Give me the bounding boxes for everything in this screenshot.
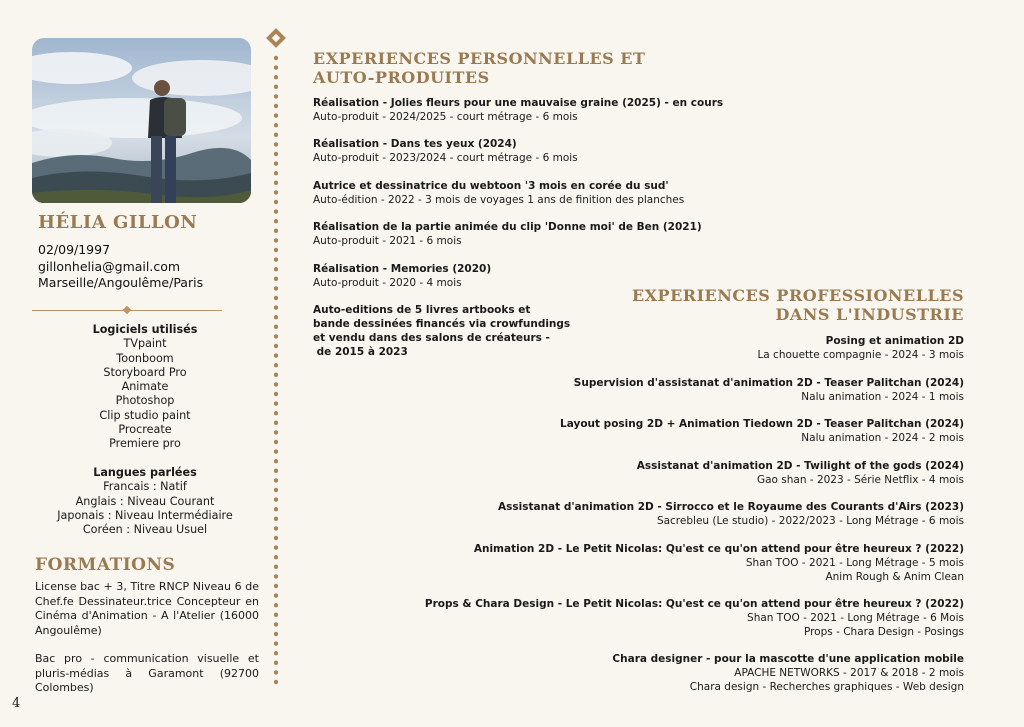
entry-detail: Nalu animation - 2024 - 1 mois — [801, 391, 964, 403]
software-item: Storyboard Pro — [103, 365, 187, 379]
entry-detail: Auto-produit - 2023/2024 - court métrage - 6 mois — [313, 152, 578, 164]
entry-detail: Nalu animation - 2024 - 2 mois — [801, 432, 964, 444]
software-item: Toonboom — [116, 351, 174, 365]
software-item: Premiere pro — [109, 437, 181, 451]
contact-info — [38, 242, 203, 292]
professional-entry — [498, 500, 964, 528]
rule-ornament — [123, 306, 131, 314]
personal-entry — [313, 220, 702, 248]
personal-entry — [313, 137, 578, 165]
entry-title: Réalisation - Jolies fleurs pour une mauvaise graine (2025) - en cours — [313, 97, 724, 109]
entry-detail: Sacrebleu (Le studio) - 2022/2023 - Long Métrage - 6 mois — [656, 515, 964, 527]
entry-title: Assistanat d'animation 2D - Sirrocco et le Royaume des Courants d'Airs (2023) — [498, 501, 964, 513]
professional-title-line: DANS L'INDUSTRIE — [775, 305, 964, 324]
professional-entry — [560, 417, 964, 445]
entry-detail: Auto-produit - 2021 - 6 mois — [313, 235, 462, 247]
personal-entry — [313, 179, 684, 207]
entry-title: Supervision d'assistanat d'animation 2D - Teaser Palitchan (2024) — [573, 377, 964, 389]
entry-detail: Chara design - Recherches graphiques - Web design — [689, 681, 964, 693]
entry-title: Posing et animation 2D — [825, 335, 964, 347]
autoedition-line: et vendu dans des salons de créateurs - — [313, 332, 550, 344]
entry-title: Animation 2D - Le Petit Nicolas: Qu'est ce qu'on attend pour être heureux ? (2022) — [473, 543, 964, 555]
entry-detail: Shan TOO - 2021 - Long Métrage - 6 Mois — [747, 612, 964, 624]
professional-entry — [637, 459, 964, 487]
personal-title-line: EXPERIENCES PERSONNELLES ET — [313, 49, 646, 68]
formations-title: FORMATIONS — [35, 555, 176, 575]
entry-detail: Props - Chara Design - Posings — [803, 626, 964, 638]
person-name: HÉLIA GILLON — [38, 212, 198, 233]
entry-detail: Gao shan - 2023 - Série Netflix - 4 mois — [756, 474, 964, 486]
entry-detail: Anim Rough & Anim Clean — [825, 571, 964, 583]
entry-title: Assistanat d'animation 2D - Twilight of the gods (2024) — [636, 460, 964, 472]
software-section — [32, 323, 258, 452]
language-item: Japonais : Niveau Intermédiaire — [57, 508, 233, 522]
software-heading: Logiciels utilisés — [92, 323, 198, 336]
autoedition-line: bande dessinées financés via crowfundings — [313, 318, 571, 330]
location: Marseille/Angoulême/Paris — [38, 275, 204, 290]
autoedition-line: de 2015 à 2023 — [313, 346, 408, 358]
entry-detail: La chouette compagnie - 2024 - 3 mois — [757, 349, 964, 361]
birthdate: 02/09/1997 — [38, 242, 111, 257]
autoedition-line: Auto-editions de 5 livres artbooks et — [313, 304, 531, 316]
software-item: Photoshop — [115, 394, 175, 408]
languages-heading: Langues parlées — [93, 466, 197, 479]
personal-title-line: AUTO-PRODUITES — [313, 68, 490, 87]
language-item: Coréen : Niveau Usuel — [82, 523, 208, 537]
entry-detail: Auto-produit - 2024/2025 - court métrage - 6 mois — [313, 111, 578, 123]
professional-title-line: EXPERIENCES PROFESSIONELLES — [631, 286, 964, 305]
entry-detail: APACHE NETWORKS - 2017 & 2018 - 2 mois — [734, 667, 964, 679]
email: gillonhelia@gmail.com — [38, 258, 181, 274]
software-item: TVpaint — [123, 337, 167, 351]
entry-title: Layout posing 2D + Animation Tiedown 2D - Teaser Palitchan (2024) — [560, 418, 964, 430]
entry-detail: Auto-produit - 2020 - 4 mois — [313, 277, 462, 289]
page-number: 4 — [12, 696, 21, 711]
entry-title: Autrice et dessinatrice du webtoon '3 mois en corée du sud' — [313, 180, 669, 192]
software-item: Animate — [121, 380, 169, 394]
language-item: Anglais : Niveau Courant — [75, 494, 215, 508]
software-item: Procreate — [118, 423, 172, 437]
autoedition-entry — [313, 303, 570, 359]
professional-experiences-title — [632, 286, 964, 324]
personal-entry — [313, 96, 723, 124]
entry-detail: Shan TOO - 2021 - Long Métrage - 5 mois — [745, 557, 964, 569]
vertical-divider — [274, 28, 278, 688]
personal-entry — [313, 262, 491, 290]
diamond-ornament-icon — [264, 26, 288, 50]
professional-entry — [425, 597, 964, 639]
entry-title: Réalisation de la partie animée du clip 'Donne moi' de Ben (2021) — [313, 221, 702, 233]
entry-title: Props & Chara Design - Le Petit Nicolas: Qu'est ce qu'on attend pour être heureux ? (2022) — [424, 598, 964, 610]
formation-item: Bac pro - communication visuelle et pluris-médias à Garamont (92700 Colombes) — [35, 652, 259, 694]
professional-entry — [612, 652, 964, 694]
languages-section — [32, 466, 258, 537]
entry-title: Chara designer - pour la mascotte d'une application mobile — [612, 653, 964, 665]
formation-item: License bac + 3, Titre RNCP Niveau 6 de Chef.fe Dessinateur.trice Concepteur en Cinéma d'Animation - A l'Atelier (16000 Angoulême) — [35, 580, 259, 637]
language-item: Francais : Natif — [103, 480, 187, 494]
entry-detail: Auto-édition - 2022 - 3 mois de voyages 1 ans de finition des planches — [313, 194, 685, 206]
software-item: Clip studio paint — [99, 408, 191, 422]
professional-entry — [474, 542, 964, 584]
profile-photo — [32, 38, 251, 203]
personal-experiences-title — [313, 49, 645, 87]
entry-title: Réalisation - Dans tes yeux (2024) — [313, 138, 517, 150]
entry-title: Réalisation - Memories (2020) — [313, 263, 492, 275]
professional-entry — [757, 334, 964, 362]
professional-entry — [574, 376, 964, 404]
